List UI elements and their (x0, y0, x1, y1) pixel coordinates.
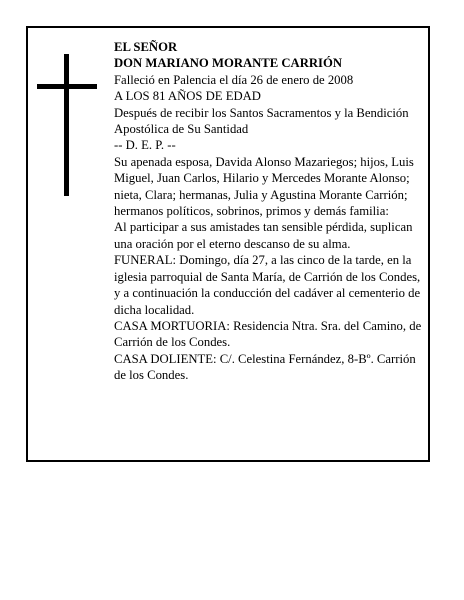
cross-vertical-bar (64, 54, 69, 196)
cross-horizontal-bar (37, 84, 97, 89)
deceased-name: DON MARIANO MORANTE CARRIÓN (114, 56, 343, 71)
mourning-house-details: CASA DOLIENTE: C/. Celestina Fernández, 8-Bº. Carrión de los Condes. (114, 351, 416, 383)
family-notice: Su apenada esposa, Davida Alonso Mazariegos; hijos, Luis Miguel, Juan Carlos, Hilario y Mercedes Morante Alonso; nieta, Clara; hermanas, Julia y Agustina Morante Carrión; hermanos políticos, sobrinos, primos y demás familia: (114, 154, 414, 219)
obituary-text (114, 39, 424, 384)
prayer-request: Al participar a sus amistades tan sensible pérdida, suplican una oración por el eterno descanso de su alma. (114, 220, 413, 251)
mortuary-details: CASA MORTUORIA: Residencia Ntra. Sra. del Camino, de Carrión de los Condes. (114, 318, 422, 350)
rip-line: -- D. E. P. -- (114, 138, 176, 153)
death-notice: Falleció en Palencia el día 26 de enero de 2008 (114, 72, 354, 87)
deceased-title: EL SEÑOR (114, 40, 178, 54)
funeral-details: FUNERAL: Domingo, día 27, a las cinco de la tarde, en la iglesia parroquial de Santa María, de Carrión de los Condes, y a continuación la conducción del cadáver al cementerio de dicha localidad. (114, 253, 421, 317)
age-notice: A LOS 81 AÑOS DE EDAD (114, 89, 261, 104)
sacraments-notice: Después de recibir los Santos Sacramentos y la Bendición Apostólica de Su Santidad (114, 105, 409, 137)
